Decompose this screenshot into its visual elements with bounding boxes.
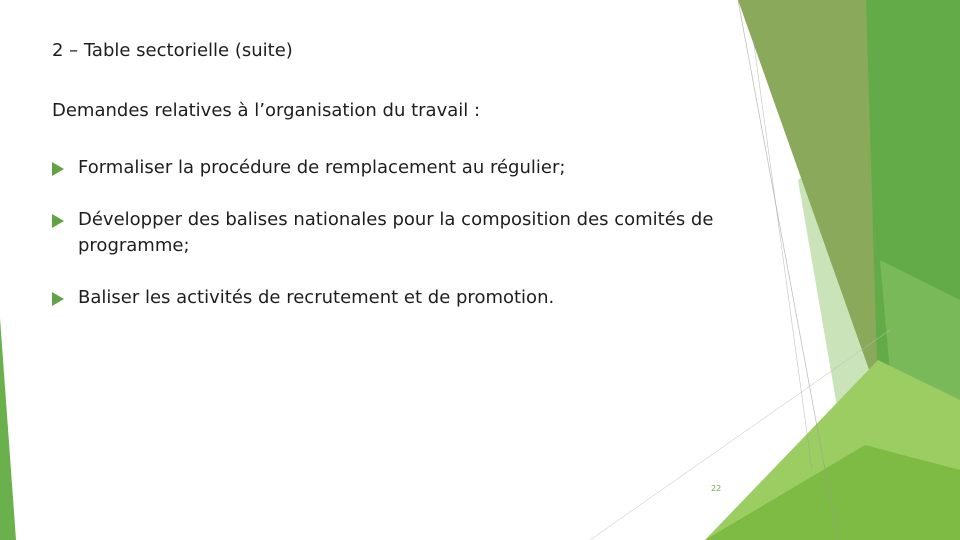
bullet-list	[52, 155, 742, 311]
triangle-right-icon	[52, 292, 64, 306]
left-edge-strip	[0, 318, 16, 540]
bullet-item	[52, 285, 742, 311]
bullet-text: Baliser les activités de recrutement et de promotion.	[78, 287, 555, 308]
slide-subtitle: Demandes relatives à l’organisation du travail :	[52, 100, 481, 121]
page-number: 22	[711, 484, 722, 493]
bullet-item	[52, 155, 742, 181]
slide-title: 2 – Table sectorielle (suite)	[52, 40, 293, 61]
bullet-text: Formaliser la procédure de remplacement au régulier;	[78, 157, 566, 178]
triangle-right-icon	[52, 162, 64, 176]
bullet-item	[52, 207, 742, 259]
olive-green-facet	[738, 0, 878, 395]
bullet-text: Développer des balises nationales pour la composition des comités de programme;	[78, 209, 714, 256]
triangle-right-icon	[52, 214, 64, 228]
